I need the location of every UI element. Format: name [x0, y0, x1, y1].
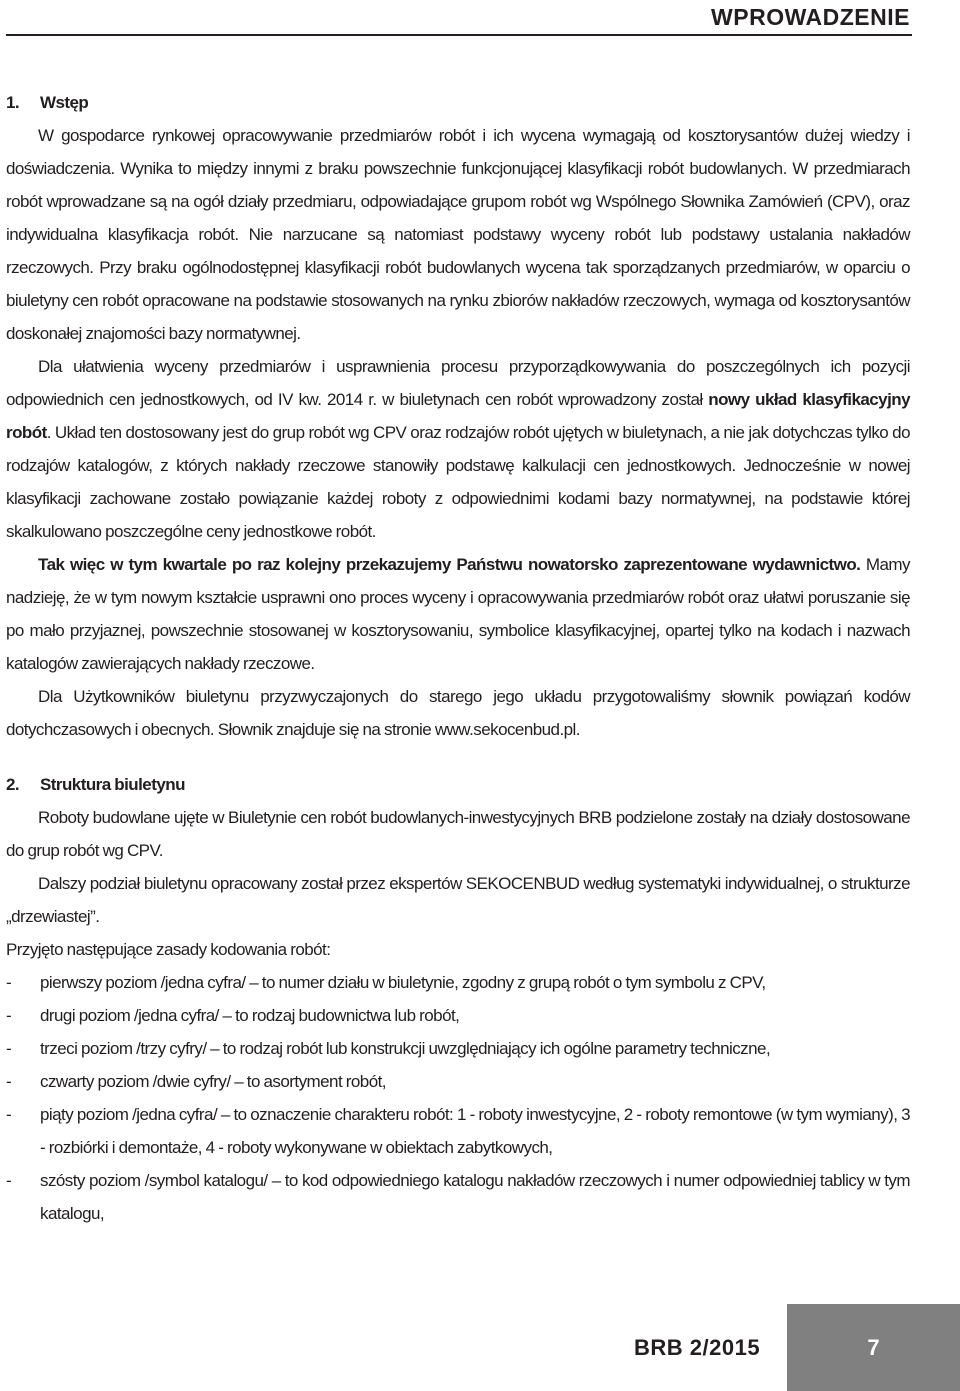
paragraph-2-bold: nowy układ klasyfikacyjny robót — [6, 390, 910, 442]
list-item — [6, 1098, 910, 1164]
list-item-text: czwarty poziom /dwie cyfry/ – to asortyment robót, — [40, 1072, 386, 1091]
section-2-paragraph-2: Dalszy podział biuletynu opracowany został przez ekspertów SEKOCENBUD według systematyki indywidualnej, o strukturze „drzewiastej”. — [6, 874, 910, 926]
page-content — [6, 86, 910, 1230]
list-item — [6, 1164, 910, 1230]
section-1-paragraph-3 — [6, 548, 910, 680]
paragraph-2-text-a: Dla ułatwienia wyceny przedmiarów i usprawnienia procesu przyporządkowywania do poszczególnych ich pozycji odpowiednich cen jednostkowych, od IV kw. 2014 r. w biuletynach cen robót wprowadzony został — [6, 357, 910, 409]
list-item — [6, 1032, 910, 1065]
paragraph-2-text-b: . Układ ten dostosowany jest do grup robót wg CPV oraz rodzajów robót ujętych w biuletynach, a nie jak dotychczas tylko do rodzajów katalogów, z których nakłady rzeczowe stanowiły podstawę kalkulacji cen jednostkowych. Jednocześnie w nowej klasyfikacji zachowane zostało powiązanie każdej roboty z odpowiednimi kodami bazy normatywnej, na podstawie której skalkulowano poszczególne ceny jednostkowe robót. — [6, 423, 910, 541]
section-1-paragraph-2 — [6, 350, 910, 548]
list-item-text: szósty poziom /symbol katalogu/ – to kod odpowiedniego katalogu nakładów rzeczowych i numer odpowiedniej tablicy w tym katalogu, — [40, 1171, 910, 1223]
header-rule — [6, 34, 912, 36]
list-dash: - — [6, 1072, 12, 1091]
list-item-text: pierwszy poziom /jedna cyfra/ – to numer działu w biuletynie, zgodny z grupą robót o tym symbolu z CPV, — [40, 973, 766, 992]
section-1-paragraph-4: Dla Użytkowników biuletynu przyzwyczajonych do starego jego układu przygotowaliśmy słownik powiązań kodów dotychczasowych i obecnych. Słownik znajduje się na stronie www.sekocenbud.pl. — [6, 687, 910, 739]
section-2-paragraph-3: Przyjęto następujące zasady kodowania robót: — [6, 940, 331, 959]
section-2-paragraph-1: Roboty budowlane ujęte w Biuletynie cen robót budowlanych-inwestycyjnych BRB podzielone zostały na działy dostosowane do grup robót wg CPV. — [6, 808, 910, 860]
list-dash: - — [6, 1171, 12, 1190]
section-2-number: 2. — [6, 775, 20, 794]
paragraph-3-bold: Tak więc w tym kwartale po raz kolejny przekazujemy Państwu nowatorsko zaprezentowane wydawnictwo. — [38, 555, 861, 574]
section-1-paragraph-1: W gospodarce rynkowej opracowywanie przedmiarów robót i ich wycena wymagają od kosztorysantów dużej wiedzy i doświadczenia. Wynika to między innymi z braku powszechnie funkcjonującej klasyfikacji robót budowlanych. W przedmiarach robót wprowadzane są na ogół działy przedmiaru, odpowiadające grupom robót wg Wspólnego Słownika Zamówień (CPV), oraz indywidualna klasyfikacja robót. Nie narzucane są natomiast podstawy wyceny robót lub podstawy ustalania nakładów rzeczowych. Przy braku ogólnodostępnej klasyfikacji robót budowlanych wycena tak sporządzanych przedmiarów, w oparciu o biuletyny cen robót opracowane na podstawie stosowanych na rynku zbiorów nakładów rzeczowych, wymaga od kosztorysantów doskonałej znajomości bazy normatywnej. — [6, 126, 910, 343]
list-dash: - — [6, 1006, 12, 1025]
section-2-title: Struktura biuletynu — [40, 775, 185, 794]
list-item — [6, 966, 910, 999]
list-item-text: drugi poziom /jedna cyfra/ – to rodzaj budownictwa lub robót, — [40, 1006, 460, 1025]
list-item-text: trzeci poziom /trzy cyfry/ – to rodzaj robót lub konstrukcji uwzględniający ich ogólne parametry techniczne, — [40, 1039, 771, 1058]
footer-publication-label: BRB 2/2015 — [634, 1335, 761, 1360]
section-header-title: WPROWADZENIE — [711, 4, 910, 30]
section-1-number: 1. — [6, 93, 20, 112]
section-gap — [6, 746, 910, 768]
list-dash: - — [6, 973, 12, 992]
list-dash: - — [6, 1105, 12, 1124]
list-item — [6, 999, 910, 1032]
coding-rules-list — [6, 966, 910, 1230]
list-item — [6, 1065, 910, 1098]
list-item-text: piąty poziom /jedna cyfra/ – to oznaczenie charakteru robót: 1 - roboty inwestycyjne, 2 - roboty remontowe (w tym wymiany), 3 - rozbiórki i demontaże, 4 - roboty wykonywane w obiektach zabytkowych, — [40, 1105, 910, 1157]
paragraph-3-text: Mamy nadzieję, że w tym nowym kształcie usprawni ono proces wyceny i opracowywania przedmiarów robót oraz ułatwi poruszanie się po mało przyjaznej, powszechnie stosowanej w kosztorysowaniu, symbolice klasyfikacyjnej, opartej tylko na kodach i nazwach katalogów zawierających nakłady rzeczowe. — [6, 555, 910, 673]
section-1-title: Wstęp — [40, 93, 89, 112]
footer-page-number: 7 — [787, 1304, 960, 1391]
section-2-heading — [6, 768, 910, 801]
section-1-heading — [6, 86, 910, 119]
list-dash: - — [6, 1039, 12, 1058]
